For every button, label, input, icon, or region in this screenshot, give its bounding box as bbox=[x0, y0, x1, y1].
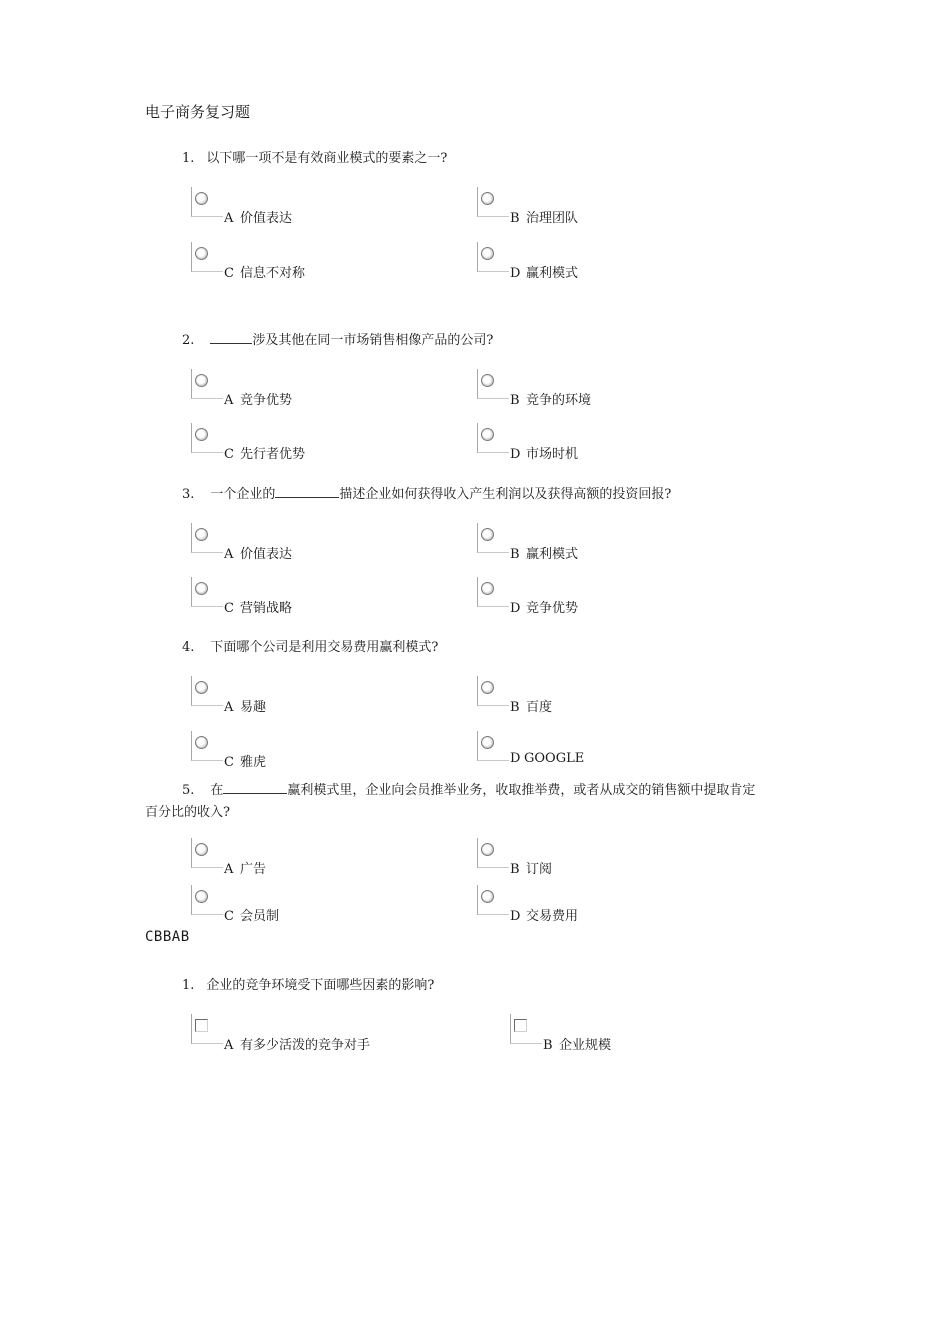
radio-icon[interactable] bbox=[481, 736, 494, 749]
option-label: 信息不对称 bbox=[240, 266, 306, 281]
option-5d[interactable]: D 交易费用 bbox=[477, 885, 509, 915]
option-label: 会员制 bbox=[240, 909, 280, 924]
option-label: 市场时机 bbox=[526, 447, 579, 462]
radio-icon[interactable] bbox=[195, 681, 208, 694]
question-number: 2. bbox=[182, 333, 195, 348]
question-number: 1. bbox=[182, 978, 195, 993]
option-5c[interactable]: C 会员制 bbox=[191, 885, 223, 915]
option-label: 先行者优势 bbox=[240, 447, 306, 462]
radio-icon[interactable] bbox=[481, 192, 494, 205]
option-5b[interactable]: B 订阅 bbox=[477, 838, 509, 868]
radio-icon[interactable] bbox=[195, 582, 208, 595]
option-label: 易趣 bbox=[240, 700, 267, 715]
fill-blank bbox=[275, 485, 339, 498]
question-1 bbox=[182, 147, 447, 166]
page-title: 电子商务复习题 bbox=[145, 103, 251, 121]
question-text: 企业的竞争环境受下面哪些因素的影响? bbox=[206, 978, 435, 993]
radio-icon[interactable] bbox=[481, 374, 494, 387]
option-4c[interactable]: C 雅虎 bbox=[191, 731, 223, 761]
question-number: 5. bbox=[182, 783, 195, 798]
option-2d[interactable]: D 市场时机 bbox=[477, 423, 509, 453]
option-label: 价值表达 bbox=[240, 211, 293, 226]
question-number: 1. bbox=[182, 151, 195, 166]
radio-icon[interactable] bbox=[195, 528, 208, 541]
question-text: 涉及其他在同一市场销售相像产品的公司? bbox=[252, 333, 494, 348]
option-3d[interactable]: D 竞争优势 bbox=[477, 577, 509, 607]
question-5: 5. 在 赢利模式里，企业向会员推举业务，收取推举费，或者从成交的销售额中提取肯定 bbox=[182, 783, 756, 798]
option-2a[interactable]: A 竞争优势 bbox=[191, 369, 223, 399]
question-4 bbox=[182, 636, 438, 655]
option-label: 治理团队 bbox=[526, 211, 579, 226]
radio-icon[interactable] bbox=[195, 843, 208, 856]
radio-icon[interactable] bbox=[195, 247, 208, 260]
multi-question-1 bbox=[182, 974, 434, 993]
radio-icon[interactable] bbox=[481, 582, 494, 595]
question-number: 4. bbox=[182, 640, 195, 655]
option-label: 订阅 bbox=[526, 862, 553, 877]
question-number: 3. bbox=[182, 487, 195, 502]
radio-icon[interactable] bbox=[195, 192, 208, 205]
radio-icon[interactable] bbox=[481, 843, 494, 856]
option-4a[interactable]: A 易趣 bbox=[191, 676, 223, 706]
option-label: 价值表达 bbox=[240, 547, 293, 562]
fill-blank bbox=[223, 781, 287, 794]
option-1a[interactable]: A 价值表达 bbox=[191, 187, 223, 217]
option-label: 广告 bbox=[240, 862, 267, 877]
question-text: 以下哪一项不是有效商业模式的要素之一? bbox=[206, 151, 448, 166]
option-label: 有多少活泼的竞争对手 bbox=[240, 1038, 371, 1053]
question-text: 下面哪个公司是利用交易费用赢利模式? bbox=[210, 640, 439, 655]
option-label: 百度 bbox=[526, 700, 553, 715]
option-1c[interactable]: C 信息不对称 bbox=[191, 242, 223, 272]
radio-icon[interactable] bbox=[481, 247, 494, 260]
checkbox-icon[interactable] bbox=[514, 1019, 527, 1032]
radio-icon[interactable] bbox=[195, 890, 208, 903]
option-label: 交易费用 bbox=[526, 909, 579, 924]
option-label: 雅虎 bbox=[240, 755, 267, 770]
option-1b[interactable]: B 治理团队 bbox=[477, 187, 509, 217]
option-m1a[interactable]: A 有多少活泼的竞争对手 bbox=[191, 1014, 223, 1044]
option-5a[interactable]: A 广告 bbox=[191, 838, 223, 868]
option-1d[interactable]: D 赢利模式 bbox=[477, 242, 509, 272]
radio-icon[interactable] bbox=[481, 428, 494, 441]
option-label: 企业规模 bbox=[559, 1038, 612, 1053]
option-label: 赢利模式 bbox=[526, 266, 579, 281]
question-5-continuation: 百分比的收入? bbox=[145, 805, 230, 820]
option-label: 竞争的环境 bbox=[526, 393, 592, 408]
option-2c[interactable]: C 先行者优势 bbox=[191, 423, 223, 453]
option-3b[interactable]: B 赢利模式 bbox=[477, 523, 509, 553]
option-label: 竞争优势 bbox=[526, 601, 579, 616]
option-label: GOOGLE bbox=[524, 751, 585, 766]
fill-blank bbox=[210, 331, 252, 344]
radio-icon[interactable] bbox=[195, 736, 208, 749]
option-3a[interactable]: A 价值表达 bbox=[191, 523, 223, 553]
option-label: 竞争优势 bbox=[240, 393, 293, 408]
radio-icon[interactable] bbox=[481, 890, 494, 903]
question-text: 描述企业如何获得收入产生利润以及获得高额的投资回报? bbox=[339, 487, 672, 502]
option-4d[interactable]: D GOOGLE bbox=[477, 731, 509, 761]
checkbox-icon[interactable] bbox=[195, 1019, 208, 1032]
option-label: 营销战略 bbox=[240, 601, 293, 616]
option-m1b[interactable]: B 企业规模 bbox=[510, 1014, 542, 1044]
radio-icon[interactable] bbox=[481, 681, 494, 694]
option-4b[interactable]: B 百度 bbox=[477, 676, 509, 706]
question-text: 赢利模式里，企业向会员推举业务，收取推举费，或者从成交的销售额中提取肯定 bbox=[287, 783, 756, 798]
option-3c[interactable]: C 营销战略 bbox=[191, 577, 223, 607]
option-2b[interactable]: B 竞争的环境 bbox=[477, 369, 509, 399]
question-3: 3. 一个企业的 描述企业如何获得收入产生利润以及获得高额的投资回报? bbox=[182, 487, 672, 502]
radio-icon[interactable] bbox=[481, 528, 494, 541]
radio-icon[interactable] bbox=[195, 374, 208, 387]
answer-key: CBBAB bbox=[145, 929, 190, 945]
option-label: 赢利模式 bbox=[526, 547, 579, 562]
question-2 bbox=[182, 329, 493, 348]
radio-icon[interactable] bbox=[195, 428, 208, 441]
